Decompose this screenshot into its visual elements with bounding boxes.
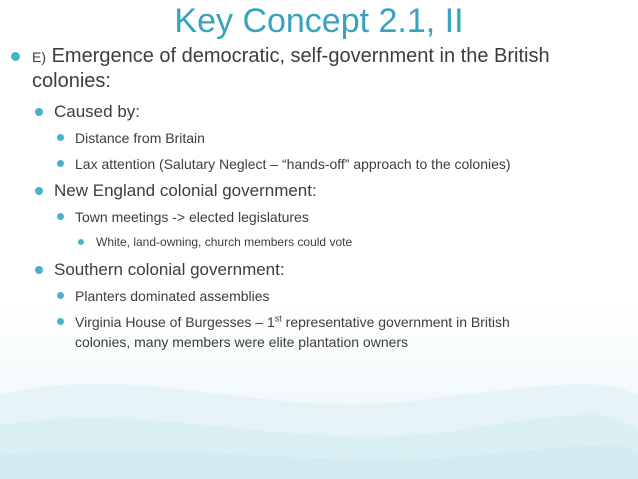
southern-item2-after: representative government in British [281, 314, 510, 330]
new-england-subitem [8, 233, 608, 251]
point-e [8, 44, 608, 93]
bullet-icon [57, 292, 64, 299]
caused-by-item-text: Distance from Britain [75, 130, 205, 146]
point-text-line1: Emergence of democratic, self-government in the British [51, 45, 550, 67]
southern-label: Southern colonial government: [54, 260, 285, 279]
bullet-icon [57, 134, 64, 141]
bullet-icon [35, 108, 43, 116]
bullet-icon [78, 239, 84, 245]
southern [8, 259, 608, 281]
new-england-item [8, 207, 608, 227]
bullet-icon [57, 318, 64, 325]
new-england-label: New England colonial government: [54, 181, 317, 200]
southern-item [8, 286, 608, 306]
slide-body [8, 44, 608, 358]
bullet-icon [57, 160, 64, 167]
southern-item-text: Planters dominated assemblies [75, 288, 270, 304]
southern-item2-sup: st [274, 313, 282, 324]
new-england-item-text: Town meetings -> elected legislatures [75, 209, 309, 225]
slide-title: Key Concept 2.1, II [174, 2, 464, 40]
caused-by-label: Caused by: [54, 102, 140, 121]
southern-item2-before: Virginia House of Burgesses – 1 [75, 314, 275, 330]
southern-item [8, 312, 608, 352]
point-prefix: E) [32, 49, 46, 65]
bullet-icon [11, 52, 20, 61]
caused-by-item-text: Lax attention (Salutary Neglect – “hands-off” approach to the colonies) [75, 156, 511, 172]
point-text-line2: colonies: [32, 70, 111, 92]
caused-by-item [8, 154, 608, 174]
bullet-icon [35, 187, 43, 195]
bullet-icon [35, 266, 43, 274]
new-england [8, 180, 608, 202]
caused-by-item [8, 128, 608, 148]
southern-item2-line2: colonies, many members were elite plantation owners [75, 334, 409, 350]
new-england-subitem-text: White, land-owning, church members could vote [96, 235, 353, 249]
caused-by [8, 101, 608, 123]
bullet-icon [57, 213, 64, 220]
